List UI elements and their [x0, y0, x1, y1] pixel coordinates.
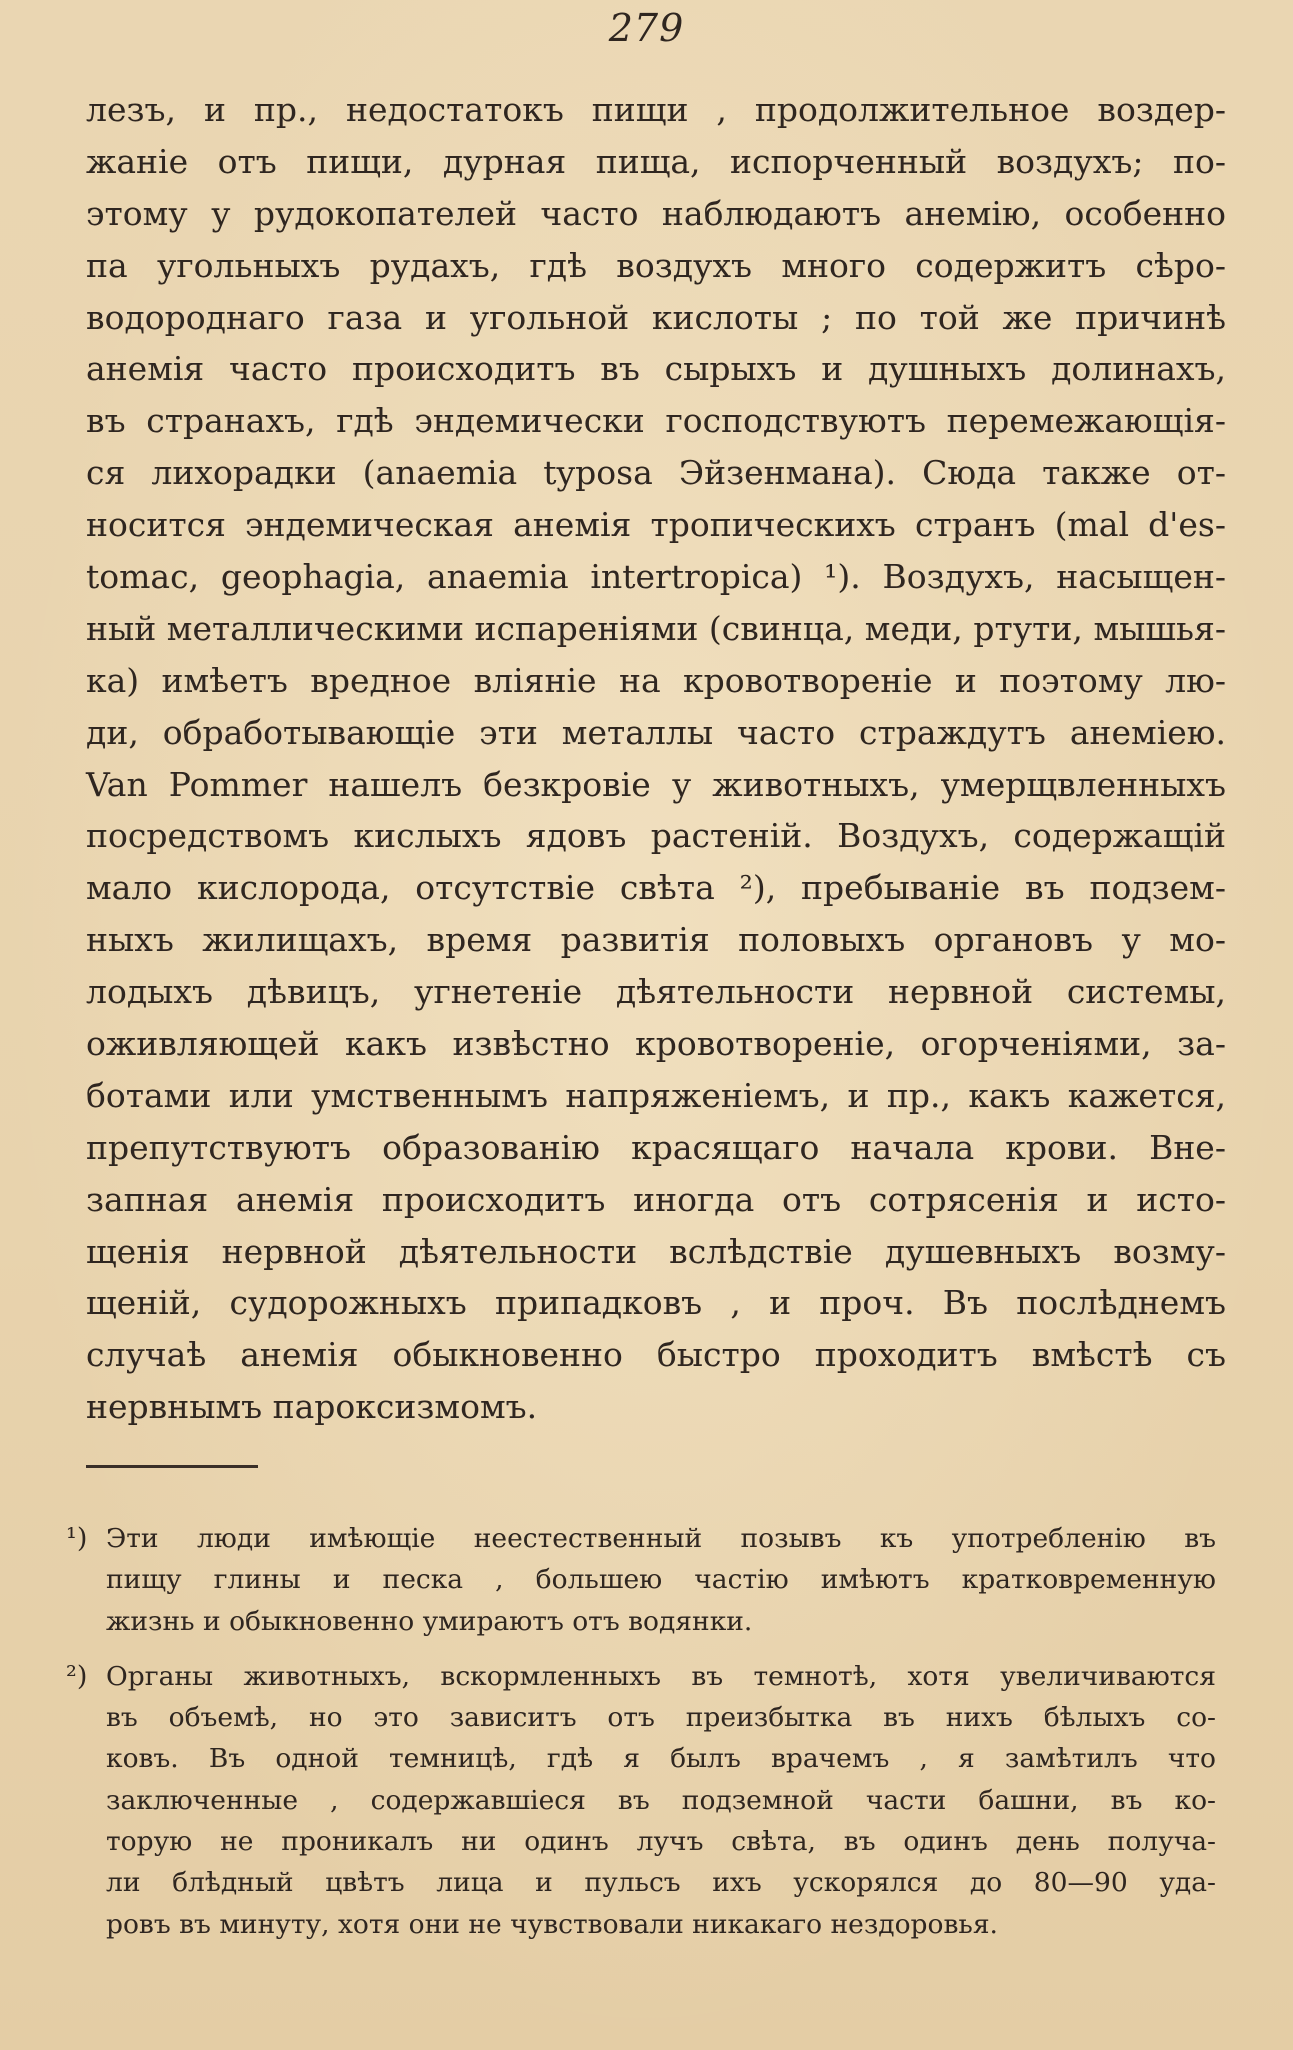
body-line: водороднаго газа и угольной кислоты ; по той же причинѣ: [86, 297, 1226, 337]
body-line: препутствуютъ образованію красящаго начала крови. Вне-: [86, 1127, 1226, 1167]
body-line: въ странахъ, гдѣ эндемически господствуютъ перемежающія-: [86, 401, 1226, 441]
body-line: ся лихорадки (anaemia typosa Эйзенмана). Сюда также от-: [86, 453, 1226, 493]
body-line: ди, обработывающіе эти металлы часто страждутъ анеміею.: [86, 712, 1226, 752]
body-line: этому у рудокопателей часто наблюдаютъ анемію, особенно: [86, 193, 1226, 233]
footnote-line: заключенные , содержавшіеся въ подземной части башни, въ ко-: [106, 1784, 1216, 1816]
page-number: 279: [608, 6, 685, 50]
footnote-2: [66, 1656, 1216, 1945]
footnote-1: [66, 1518, 1216, 1642]
footnote-line: ковъ. Въ одной темницѣ, гдѣ я былъ врачемъ , я замѣтилъ что: [106, 1743, 1216, 1775]
body-line: щенія нервной дѣятельности вслѣдствіе душевныхъ возму-: [86, 1231, 1226, 1271]
footnote-line: въ объемѣ, но это зависитъ отъ преизбытка въ нихъ бѣлыхъ со-: [106, 1702, 1216, 1734]
body-line: ботами или умственнымъ напряженіемъ, и пр., какъ кажется,: [86, 1075, 1226, 1115]
body-line: па угольныхъ рудахъ, гдѣ воздухъ много содержитъ сѣро-: [86, 245, 1226, 285]
footnotes: [66, 1518, 1216, 1945]
footnote-marker: ²): [66, 1660, 88, 1692]
body-line: оживляющей какъ извѣстно кровотвореніе, огорченіями, за-: [86, 1024, 1226, 1064]
body-line: посредствомъ кислыхъ ядовъ растеній. Воздухъ, содержащій: [86, 816, 1226, 856]
footnote-marker: ¹): [66, 1523, 88, 1554]
footnote-line: ли блѣдный цвѣтъ лица и пульсъ ихъ ускорялся до 80—90 уда-: [106, 1867, 1216, 1899]
footnote-line: Органы животныхъ, вскормленныхъ въ темнотѣ, хотя увеличиваются: [106, 1660, 1216, 1692]
body-line: лезъ, и пр., недостатокъ пищи , продолжительное воздер-: [86, 90, 1226, 129]
footnote-line: жизнь и обыкновенно умираютъ отъ водянки.: [106, 1605, 753, 1637]
body-line: tomac, geophagia, anaemia intertropica) ¹). Воздухъ, насыщен-: [86, 557, 1226, 597]
footnote-line: пищу глины и песка , большею частію имѣютъ кратковременную: [106, 1564, 1216, 1596]
footnote-line: Эти люди имѣющіе неестественный позывъ къ употребленію въ: [106, 1523, 1216, 1554]
body-line: случаѣ анемія обыкновенно быстро проходитъ вмѣстѣ съ: [86, 1335, 1226, 1375]
body-line: анемія часто происходитъ въ сырыхъ и душныхъ долинахъ,: [86, 349, 1226, 389]
footnote-separator: [86, 1465, 258, 1468]
body-text: [86, 84, 1226, 1433]
body-line: запная анемія происходитъ иногда отъ сотрясенія и исто-: [86, 1179, 1226, 1219]
body-line: лодыхъ дѣвицъ, угнетеніе дѣятельности нервной системы,: [86, 972, 1226, 1012]
body-line: носится эндемическая анемія тропическихъ странъ (mal d'es-: [86, 505, 1226, 545]
body-line: мало кислорода, отсутствіе свѣта ²), пребываніе въ подзем-: [86, 868, 1226, 908]
body-line: щеній, судорожныхъ припадковъ , и проч. Въ послѣднемъ: [86, 1283, 1226, 1323]
body-line: ныхъ жилищахъ, время развитія половыхъ органовъ у мо-: [86, 920, 1226, 960]
body-line: нервнымъ пароксизмомъ.: [86, 1387, 538, 1427]
body-line: ный металлическими испареніями (свинца, меди, ртути, мышья-: [86, 608, 1226, 648]
body-line: ка) имѣетъ вредное вліяніе на кровотвореніе и поэтому лю-: [86, 660, 1226, 700]
footnote-line: торую не проникалъ ни одинъ лучъ свѣта, въ одинъ день получа-: [106, 1826, 1216, 1858]
body-line: жаніе отъ пищи, дурная пища, испорченный воздухъ; по-: [86, 141, 1226, 181]
body-line: Van Pommer нашелъ безкровіе у животныхъ, умерщвленныхъ: [86, 764, 1226, 804]
footnote-line: ровъ въ минуту, хотя они не чувствовали никакаго нездоровья.: [106, 1908, 998, 1940]
